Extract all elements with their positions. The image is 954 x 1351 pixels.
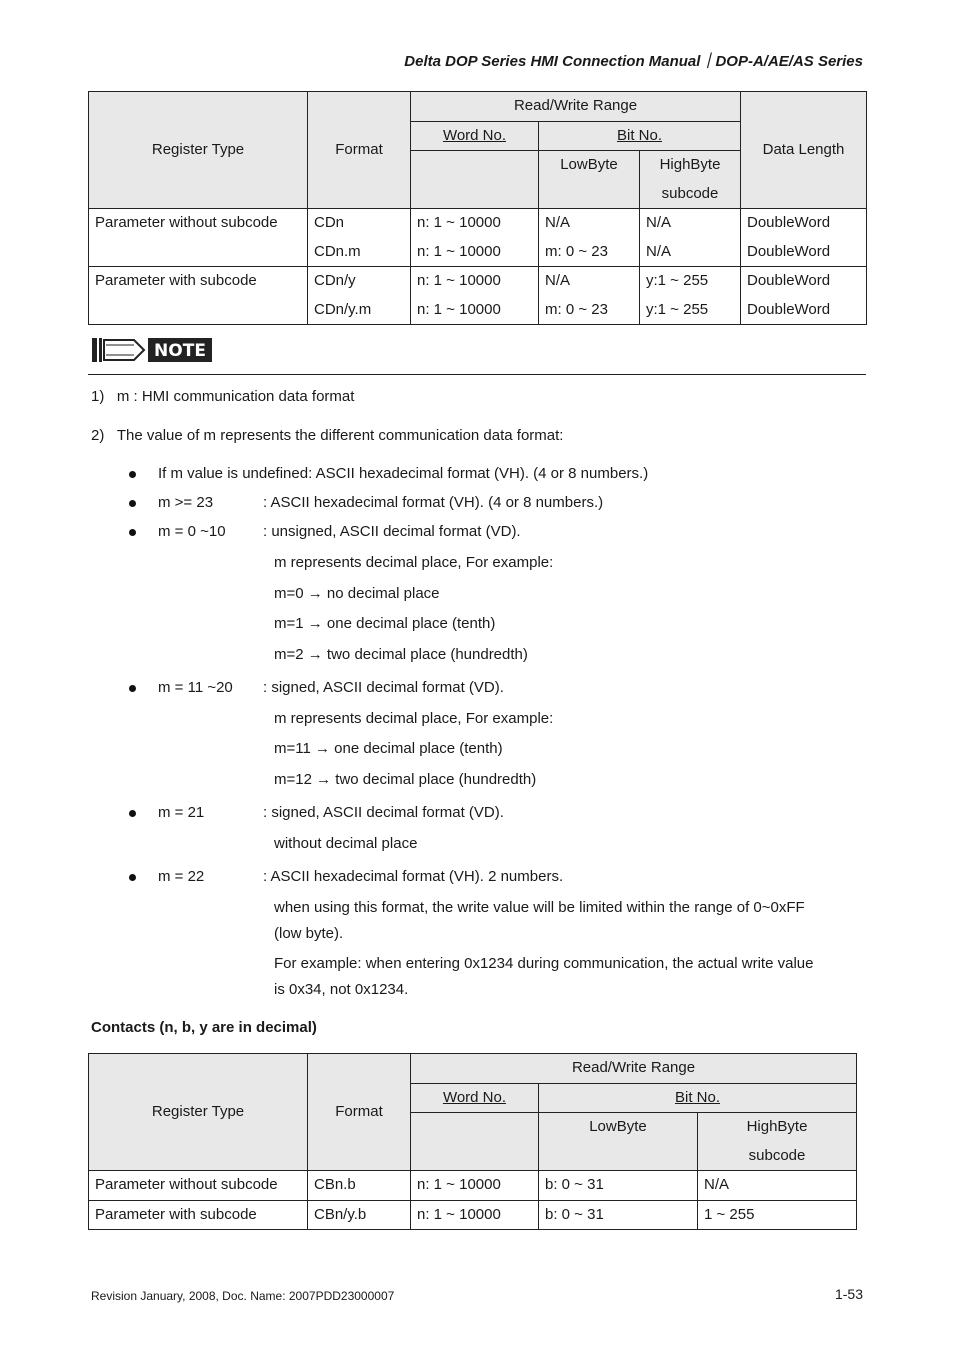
note-badge — [92, 337, 212, 368]
cell-type: Parameter without subcode — [89, 1171, 308, 1201]
bullet-subline: For example: when entering 0x1234 during communication, the actual write value — [274, 955, 814, 972]
th-subcode-label: subcode — [748, 1146, 806, 1164]
cell-word: n: 1 ~ 10000 — [417, 242, 501, 260]
cell-word: n: 1 ~ 10000 — [411, 1200, 539, 1230]
th-bit-no: Bit No. — [616, 126, 662, 144]
th-highbyte — [640, 151, 741, 209]
bullet-subline: m represents decimal place, For example: — [274, 554, 554, 571]
cell-length: DoubleWord — [747, 214, 831, 231]
cell-highbyte: y:1 ~ 255 — [646, 272, 709, 289]
cell-type: Parameter with subcode — [89, 1200, 308, 1230]
bullet-subline: (low byte). — [274, 925, 344, 942]
page-number: 1-53 — [834, 1286, 863, 1302]
cell-format: CBn.b — [308, 1171, 411, 1201]
table-row — [89, 267, 867, 325]
th-read-write-range: Read/Write Range — [411, 92, 741, 122]
cell-length: DoubleWord — [747, 242, 831, 260]
cell-word: n: 1 ~ 10000 — [411, 1171, 539, 1201]
cell-format: CDn.m — [314, 242, 361, 260]
bullet-label: m = 0 ~10 — [158, 523, 226, 540]
bullet-subline: m=11 → one decimal place (tenth) — [274, 740, 503, 757]
note-item-2: 2) The value of m represents the different communication data format: — [91, 427, 564, 444]
cell-word: n: 1 ~ 10000 — [417, 300, 501, 318]
cell-highbyte: y:1 ~ 255 — [646, 300, 709, 318]
bullet-desc: : ASCII hexadecimal format (VH). 2 numbers. — [263, 868, 564, 885]
bullet-subline: m=1 → one decimal place (tenth) — [274, 615, 496, 632]
th-highbyte — [698, 1113, 857, 1171]
footer-revision: Revision January, 2008, Doc. Name: 2007PDD23000007 — [91, 1289, 395, 1303]
cell-length: DoubleWord — [747, 300, 831, 318]
cell-lowbyte: b: 0 ~ 31 — [539, 1171, 698, 1201]
th-lowbyte: LowByte — [539, 1113, 698, 1171]
cell-lowbyte: m: 0 ~ 23 — [545, 300, 608, 318]
page-header: Delta DOP Series HMI Connection Manual｜DOP-A/AE/AS Series — [404, 53, 863, 70]
table-row — [89, 1200, 857, 1230]
bullet-subline: without decimal place — [274, 835, 418, 852]
cell-format: CDn/y.m — [314, 300, 372, 318]
cell-format: CBn/y.b — [308, 1200, 411, 1230]
bullet-subline: m represents decimal place, For example: — [274, 710, 554, 727]
th-format: Format — [308, 1054, 411, 1171]
cell-format: CDn/y — [314, 272, 356, 289]
register-table-words — [88, 91, 867, 325]
cell-lowbyte: N/A — [545, 214, 571, 231]
bullet-label: m = 11 ~20 — [158, 679, 233, 696]
th-word-no: Word No. — [442, 1088, 507, 1106]
bullet-label: m >= 23 — [158, 494, 214, 511]
th-register-type: Register Type — [89, 1054, 308, 1171]
divider — [88, 374, 866, 375]
section-title: Contacts (n, b, y are in decimal) — [91, 1019, 317, 1036]
cell-lowbyte: b: 0 ~ 31 — [539, 1200, 698, 1230]
note-pencil-icon — [92, 337, 212, 363]
register-table-contacts — [88, 1053, 857, 1230]
table-row — [89, 1171, 857, 1201]
table-row — [89, 209, 867, 267]
bullet-desc: : signed, ASCII decimal format (VD). — [263, 804, 504, 821]
cell-lowbyte: m: 0 ~ 23 — [545, 242, 608, 260]
cell-type: Parameter with subcode — [89, 267, 308, 325]
note-item-1: 1) m : HMI communication data format — [91, 388, 355, 405]
th-highbyte-label: HighByte — [659, 156, 721, 173]
cell-type: Parameter without subcode — [89, 209, 308, 267]
bullet-desc: : unsigned, ASCII decimal format (VD). — [263, 523, 521, 540]
bullet-subline: when using this format, the write value will be limited within the range of 0~0xFF — [274, 899, 805, 916]
cell-word: n: 1 ~ 10000 — [417, 214, 501, 231]
cell-format: CDn — [314, 214, 345, 231]
bullet-subline: is 0x34, not 0x1234. — [274, 981, 409, 998]
bullet-desc: : ASCII hexadecimal format (VH). (4 or 8 numbers.) — [263, 494, 604, 511]
bullet-label: m = 21 — [158, 804, 205, 821]
th-data-length: Data Length — [741, 92, 867, 209]
cell-lowbyte: N/A — [545, 272, 571, 289]
cell-highbyte: N/A — [646, 242, 672, 260]
bullet-subline: m=12 → two decimal place (hundredth) — [274, 771, 537, 788]
th-read-write-range: Read/Write Range — [411, 1054, 857, 1084]
th-format: Format — [308, 92, 411, 209]
cell-highbyte: 1 ~ 255 — [698, 1200, 857, 1230]
th-word-empty — [411, 151, 539, 209]
th-lowbyte: LowByte — [539, 151, 640, 209]
cell-highbyte: N/A — [698, 1171, 857, 1201]
th-highbyte-label: HighByte — [746, 1118, 808, 1135]
cell-length: DoubleWord — [747, 272, 831, 289]
bullet-text: If m value is undefined: ASCII hexadecimal format (VH). (4 or 8 numbers.) — [158, 465, 649, 482]
bullet-subline: m=2 → two decimal place (hundredth) — [274, 646, 528, 663]
cell-word: n: 1 ~ 10000 — [417, 272, 501, 289]
note-label: NOTE — [154, 341, 206, 361]
th-word-no: Word No. — [442, 126, 507, 144]
bullet-label: m = 22 — [158, 868, 205, 885]
th-bit-no: Bit No. — [674, 1088, 720, 1106]
cell-highbyte: N/A — [646, 214, 672, 231]
th-subcode-label: subcode — [661, 184, 719, 202]
bullet-subline: m=0 → no decimal place — [274, 585, 440, 602]
bullet-desc: : signed, ASCII decimal format (VD). — [263, 679, 504, 696]
th-word-empty — [411, 1113, 539, 1171]
th-register-type: Register Type — [89, 92, 308, 209]
